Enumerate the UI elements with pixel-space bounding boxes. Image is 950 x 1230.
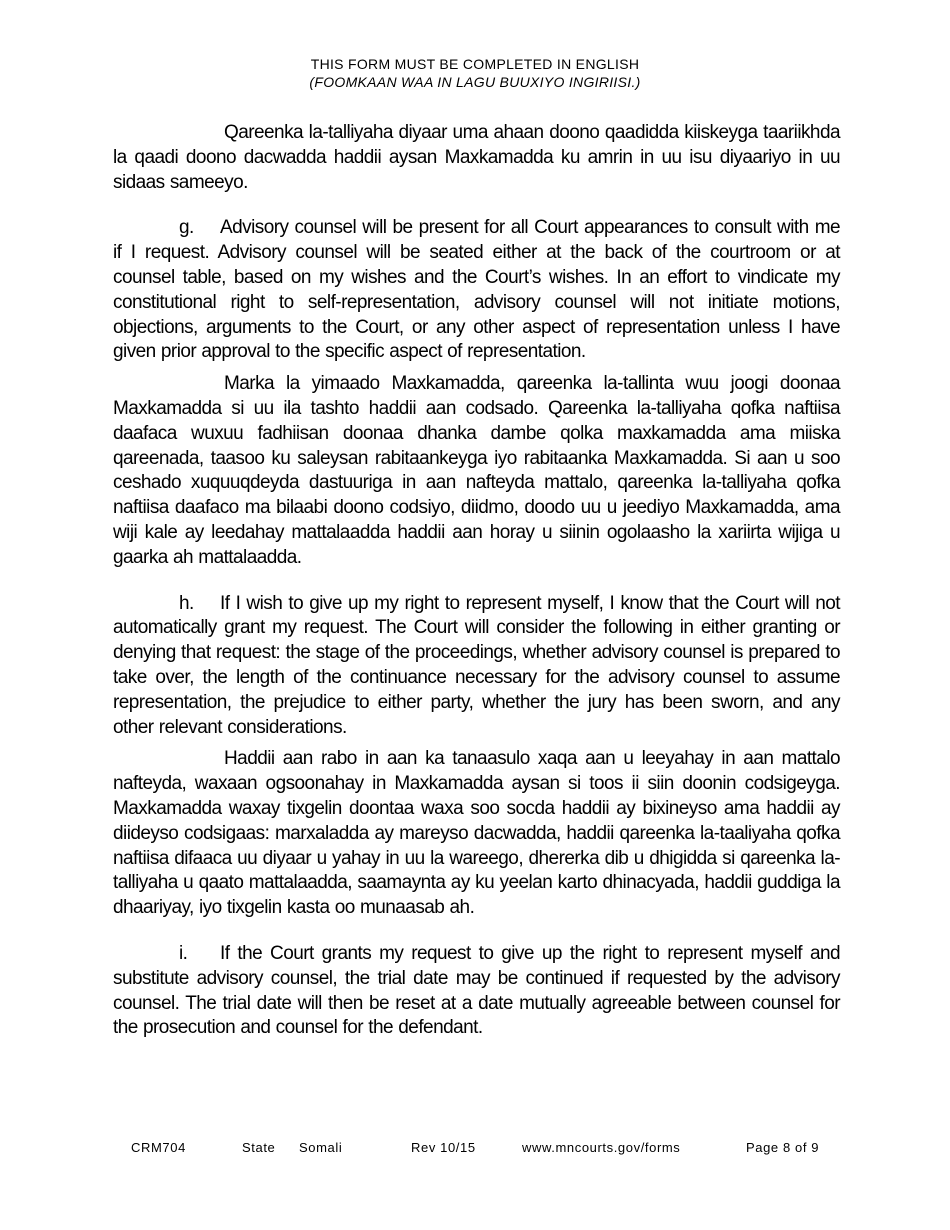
page-footer <box>131 1140 831 1158</box>
somali-notice: (FOOMKAAN WAA IN LAGU BUUXIYO INGIRIISI.) <box>309 74 641 90</box>
paragraph-h-somali: Haddii aan rabo in aan ka tanaasulo xaqa aan u leeyahay in aan mattalo nafteyda, waxaan ogsoonahay in Maxkamadda aysan si toos ii siin doonin codsigeyga. Maxkamadda waxay tixgelin doontaa waxa soo socda haddii ay bixineyso ama haddii ay diideyso codsigaas: marxaladda ay mareyso dacwadda, haddii qareenka la-taaliyaha qofka naftiisa difaaca uu diyaar u yahay in uu la wareego, dhererka dib u dhigidda si qareenka la-talliyaha u qaato mattalaadda, saamaynta ay ku yeelan karto dhinacyada, haddii guddiga la dhaariyay, iyo tixgelin kasta oo munaasab ah. <box>113 748 840 919</box>
form-header <box>0 55 950 91</box>
footer-url: www.mncourts.gov/forms <box>522 1140 681 1155</box>
paragraph-h-english <box>113 592 840 741</box>
paragraph-g-english <box>113 216 840 365</box>
paragraph-i-english <box>113 942 840 1041</box>
item-letter-h: h. <box>179 592 194 614</box>
paragraph-f-somali: Qareenka la-talliyaha diyaar uma ahaan doono qaadidda kiiskeyga taariikhda la qaadi doono dacwadda haddii aysan Maxkamadda ku amrin in uu isu diyaariyo in uu sidaas sameeyo. <box>113 122 840 193</box>
english-notice: THIS FORM MUST BE COMPLETED IN ENGLISH <box>310 56 640 72</box>
item-letter-g: g. <box>179 217 194 239</box>
paragraph-g-text: Advisory counsel will be present for all Court appearances to consult with me if I request. Advisory counsel will be seated either at the back of the courtroom or at counsel table, based on my wishes and the Court’s wishes. In an effort to vindicate my constitutional right to self-representation, advisory counsel will not initiate motions, objections, arguments to the Court, or any other aspect of representation unless I have given prior approval to the specific aspect of representation. <box>113 217 840 363</box>
paragraph-g-somali: Marka la yimaado Maxkamadda, qareenka la-tallinta wuu joogi doonaa Maxkamadda si uu ila tashto haddii aan codsado. Qareenka la-talliyaha qofka naftiisa daafaca wuxuu fadhiisan doonaa dhanka dambe qolka maxkamadda ama miiska qareenada, taasoo ku saleysan rabitaankeyga iyo rabitaanka Maxkamadda. Si aan u soo ceshado xuquuqdeyda dastuuriga in aan nafteyda mattalo, qareenka la-talliyaha qofka naftiisa daafaco ma bilaabi doono codsiyo, diidmo, doodo uu u jeediyo Maxkamadda, ama wiji kale ay leedahay mattalaadda haddii aan horay u siinin ogolaasho la xariirta wijiga u gaarka ah mattalaadda. <box>113 373 840 568</box>
footer-state: State <box>242 1140 276 1155</box>
paragraph-i-text: If the Court grants my request to give up the right to represent myself and substitute advisory counsel, the trial date may be continued if requested by the advisory counsel. The trial date will then be reset at a date mutually agreeable between counsel for the prosecution and counsel for the defendant. <box>113 942 840 1039</box>
footer-revision: Rev 10/15 <box>411 1140 476 1155</box>
footer-form-code: CRM704 <box>131 1140 186 1155</box>
paragraph-h-text: If I wish to give up my right to represent myself, I know that the Court will not automatically grant my request. The Court will consider the following in either granting or denying that request: the stage of the proceedings, whether advisory counsel is prepared to take over, the length of the continuance necessary for the advisory counsel to assume representation, the prejudice to either party, whether the jury has been sworn, and any other relevant considerations. <box>113 592 840 738</box>
document-body <box>113 121 840 1041</box>
item-letter-i: i. <box>179 942 188 964</box>
footer-page-number: Page 8 of 9 <box>746 1140 820 1155</box>
footer-language: Somali <box>299 1140 343 1155</box>
